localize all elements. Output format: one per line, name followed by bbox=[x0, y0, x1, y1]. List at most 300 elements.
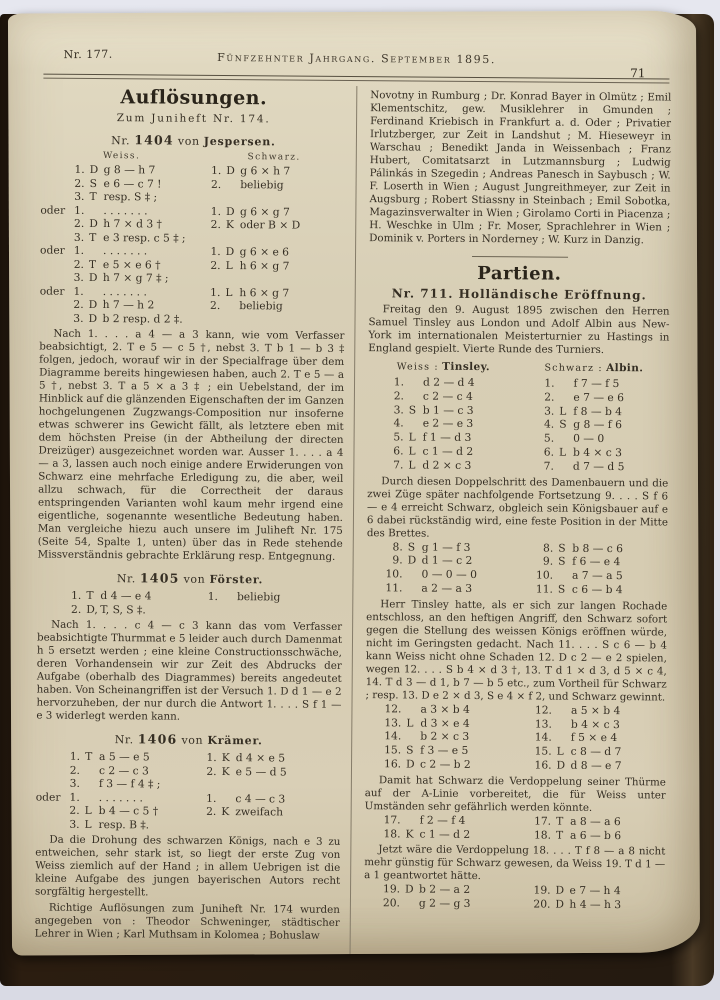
white-piece bbox=[405, 897, 418, 911]
black-half bbox=[198, 764, 341, 779]
right-column bbox=[350, 86, 672, 955]
black-half bbox=[532, 758, 666, 773]
page-number: 71 bbox=[630, 66, 646, 81]
game-moves-17-18 bbox=[364, 813, 665, 843]
game-moves-12-16 bbox=[365, 702, 667, 773]
oder-prefix bbox=[39, 311, 64, 325]
move-row bbox=[365, 757, 666, 773]
white-piece: K bbox=[405, 826, 414, 841]
move-row bbox=[364, 827, 665, 843]
black-piece bbox=[225, 272, 238, 286]
black-move-number: 1. bbox=[211, 163, 222, 177]
journal-title: Fünfzehnter Jahrgang. September 1895. bbox=[217, 50, 497, 67]
white-move: resp. S ‡ ; bbox=[103, 190, 158, 204]
white-piece: D bbox=[89, 162, 99, 177]
black-piece: K bbox=[221, 751, 230, 765]
black-piece: D bbox=[226, 164, 235, 178]
white-move-number: 14. bbox=[384, 729, 402, 743]
white-piece bbox=[89, 244, 102, 258]
white-move: e 3 resp. c 5 ‡ ; bbox=[103, 230, 186, 245]
white-piece bbox=[85, 777, 98, 791]
black-move-number: 1. bbox=[206, 791, 217, 805]
white-piece bbox=[407, 568, 420, 582]
black-move: b 4 × c 3 bbox=[572, 445, 623, 460]
black-move: 0 — 0 bbox=[573, 431, 605, 446]
white-move-number: 2. bbox=[73, 297, 84, 311]
white-piece: T bbox=[89, 189, 97, 204]
problem-nr-label: Nr. bbox=[116, 572, 136, 586]
black-move-number: 1. bbox=[544, 376, 555, 390]
white-move: d 1 — c 2 bbox=[421, 553, 473, 568]
white-move-number: 3. bbox=[73, 311, 84, 325]
solution-moves-1404 bbox=[39, 163, 345, 327]
white-half bbox=[364, 882, 532, 897]
black-piece: D bbox=[225, 245, 235, 259]
black-piece bbox=[557, 717, 570, 731]
black-piece bbox=[223, 604, 236, 618]
black-move: g 6 × h 7 bbox=[240, 164, 291, 178]
black-half bbox=[535, 418, 669, 433]
white-half bbox=[368, 417, 536, 432]
white-piece: S bbox=[89, 176, 97, 190]
black-piece: T bbox=[555, 828, 564, 842]
oder-prefix bbox=[36, 804, 61, 818]
white-move: c 2 — c 4 bbox=[422, 389, 473, 403]
black-piece bbox=[223, 590, 236, 604]
black-move-number: 5. bbox=[543, 431, 555, 445]
white-move-number: 1. bbox=[69, 749, 81, 763]
white-move: f 3 — f 4 ‡ ; bbox=[98, 777, 161, 791]
black-half bbox=[202, 218, 345, 233]
white-piece bbox=[406, 702, 419, 716]
move-row bbox=[367, 458, 668, 474]
white-half bbox=[37, 589, 199, 604]
black-move: a 7 — a 5 bbox=[571, 568, 623, 583]
white-move: f 2 — f 4 bbox=[419, 813, 466, 827]
black-move-number bbox=[201, 272, 220, 286]
white-piece: L bbox=[84, 803, 92, 817]
oder-prefix: oder bbox=[40, 203, 66, 217]
white-move-number: 3. bbox=[74, 189, 85, 203]
white-move: e 5 × e 6 † bbox=[102, 257, 161, 272]
white-half bbox=[365, 729, 533, 744]
white-move-number: 2. bbox=[69, 763, 81, 777]
black-move: c 8 — d 7 bbox=[570, 744, 622, 759]
black-move: c 6 — b 4 bbox=[571, 582, 623, 597]
problem-von-label: von bbox=[177, 134, 200, 148]
black-move-number: 18. bbox=[533, 828, 552, 842]
white-half bbox=[40, 203, 202, 218]
white-move-number: 11. bbox=[385, 581, 403, 595]
black-piece bbox=[557, 731, 570, 745]
black-move: f 8 — b 4 bbox=[573, 404, 623, 418]
black-piece: D bbox=[555, 897, 565, 911]
black-piece bbox=[225, 299, 238, 313]
white-move-number: 2. bbox=[73, 257, 85, 271]
white-move-number: 7. bbox=[393, 458, 404, 472]
white-half bbox=[368, 430, 536, 445]
black-move-number: 10. bbox=[535, 568, 554, 582]
black-half bbox=[535, 459, 669, 474]
white-piece: S bbox=[406, 743, 414, 757]
black-move-number bbox=[201, 312, 220, 326]
white-move: . . . . . . . bbox=[103, 244, 148, 258]
black-move: c 4 — c 3 bbox=[235, 791, 286, 806]
players-row bbox=[368, 360, 669, 374]
white-piece: D bbox=[88, 270, 98, 285]
black-move: e 7 — h 4 bbox=[569, 884, 621, 898]
black-piece: D bbox=[225, 204, 235, 218]
white-move-number: 10. bbox=[385, 567, 403, 581]
black-half bbox=[197, 805, 340, 820]
oder-prefix bbox=[41, 163, 66, 177]
black-half bbox=[197, 791, 340, 806]
white-move-number: 2. bbox=[393, 389, 404, 403]
black-move-number: 1. bbox=[206, 750, 217, 764]
partien-title: Partien. bbox=[477, 262, 562, 285]
white-half bbox=[40, 298, 202, 313]
problem-number: 1404 bbox=[134, 132, 174, 148]
white-move-number: 15. bbox=[384, 743, 402, 757]
oder-prefix bbox=[40, 298, 65, 312]
white-piece: L bbox=[408, 458, 416, 472]
white-move: h 7 × g 7 ‡ ; bbox=[102, 271, 169, 285]
white-move-number: 1. bbox=[74, 162, 85, 176]
white-half bbox=[40, 257, 202, 272]
white-half bbox=[36, 790, 198, 805]
white-half bbox=[40, 271, 202, 286]
black-half bbox=[197, 818, 340, 833]
white-move-number: 3. bbox=[73, 270, 84, 284]
oder-prefix bbox=[36, 817, 61, 831]
white-piece: D, bbox=[86, 602, 98, 616]
black-player bbox=[519, 361, 670, 374]
white-half bbox=[367, 458, 535, 473]
black-move bbox=[235, 778, 340, 792]
black-half bbox=[532, 884, 666, 899]
white-half bbox=[39, 311, 201, 326]
black-move bbox=[237, 604, 342, 618]
white-half bbox=[365, 743, 533, 758]
white-move-number: 12. bbox=[384, 702, 402, 716]
black-move-number: 2. bbox=[544, 390, 555, 404]
game-note-3: Damit hat Schwarz die Verdoppelung seiner Thürme auf der A-Linie vorbereitet, die für Weiss unter Umständen sehr gefährlich werden könnte. bbox=[364, 773, 666, 814]
black-half bbox=[535, 445, 669, 460]
black-move: g 6 × g 7 bbox=[239, 204, 290, 219]
white-half bbox=[41, 176, 203, 191]
white-move-number: 1. bbox=[73, 284, 84, 298]
black-move: f 5 × e 4 bbox=[570, 731, 618, 745]
white-move: e 2 — e 3 bbox=[422, 416, 474, 431]
black-move-number: 19. bbox=[533, 883, 551, 897]
black-piece: K bbox=[221, 805, 230, 819]
white-move-number: 2. bbox=[74, 176, 85, 190]
black-piece bbox=[226, 178, 239, 192]
black-move-number: 1. bbox=[207, 589, 219, 603]
white-piece: L bbox=[84, 817, 92, 831]
black-piece: L bbox=[225, 258, 233, 272]
oder-prefix bbox=[36, 777, 61, 791]
black-move: f 7 — f 5 bbox=[573, 376, 620, 391]
problem-von-label: von bbox=[183, 572, 206, 586]
white-move-number: 1. bbox=[69, 790, 80, 804]
black-piece: K bbox=[225, 218, 234, 232]
game-moves-1-7 bbox=[367, 375, 669, 474]
white-move: a 5 — e 5 bbox=[99, 750, 150, 764]
white-half bbox=[36, 817, 198, 832]
white-move: d 2 — d 4 bbox=[422, 375, 475, 389]
black-move-number: 14. bbox=[534, 730, 552, 744]
white-move-number: 1. bbox=[74, 203, 85, 217]
problem-nr-label: Nr. bbox=[111, 134, 131, 148]
white-move: d 4 — e 4 bbox=[100, 589, 152, 603]
black-piece: L bbox=[225, 285, 233, 299]
white-half bbox=[368, 389, 536, 404]
white-move: . . . . . . . bbox=[98, 790, 143, 804]
white-half bbox=[367, 444, 535, 459]
black-half bbox=[202, 164, 345, 179]
problem-author: Förster. bbox=[209, 572, 264, 587]
black-piece: L bbox=[559, 404, 567, 418]
white-piece: S bbox=[407, 540, 416, 554]
oder-prefix bbox=[40, 271, 65, 285]
white-piece bbox=[85, 790, 98, 804]
black-move: b 4 × c 3 bbox=[570, 717, 620, 731]
black-move-number bbox=[197, 818, 216, 832]
black-move-number: 8. bbox=[543, 541, 554, 555]
black-half bbox=[533, 731, 667, 746]
oder-prefix: oder bbox=[40, 243, 65, 257]
black-half bbox=[533, 717, 667, 732]
white-piece: D bbox=[89, 216, 98, 231]
white-piece: T bbox=[89, 230, 97, 244]
black-move: oder B × D bbox=[239, 218, 301, 232]
white-piece: D bbox=[407, 553, 417, 567]
white-piece bbox=[409, 417, 422, 431]
white-move: g 8 — h 7 bbox=[103, 163, 156, 177]
white-half bbox=[36, 804, 198, 819]
black-half bbox=[202, 204, 345, 219]
white-move: b 4 — c 5 † bbox=[98, 804, 159, 818]
solution-moves-1405 bbox=[37, 589, 342, 618]
black-move: g 8 — f 6 bbox=[573, 418, 622, 432]
black-half bbox=[535, 390, 669, 405]
white-half bbox=[40, 230, 202, 245]
black-move-number: 2. bbox=[206, 804, 217, 818]
black-half bbox=[534, 569, 668, 584]
black-piece bbox=[558, 569, 571, 583]
white-move: b 1 — c 3 bbox=[422, 403, 474, 417]
black-piece: L bbox=[558, 445, 567, 459]
game-note-1: Durch diesen Doppelschritt des Damenbauern und die zwei Züge später nachfolgende Fortsetzung 9. . . . S f 6 — e 4 erreicht Schwarz, obgleich sein Königsbauer auf e 6 dabei rückständig wird, eine feste Position in der Mitte des Brettes. bbox=[366, 474, 669, 540]
white-half bbox=[40, 190, 202, 205]
white-piece: L bbox=[408, 444, 416, 458]
black-half bbox=[202, 191, 345, 206]
white-move-number: 13. bbox=[384, 715, 402, 729]
black-move-number: 2. bbox=[210, 258, 221, 272]
page-header bbox=[41, 40, 671, 79]
white-half bbox=[366, 581, 534, 596]
black-piece: D bbox=[556, 758, 566, 772]
black-half bbox=[532, 828, 666, 843]
solution-note-1405: Nach 1. . . . c 4 — c 3 kann das vom Verfasser beabsichtigte Thurmmat e 5 leider auch durch Damenmat h 5 ersetzt werden ; eine kleine Constructionsschwäche, deren Vorhandensein wir zur Zeit des Abdrucks der Aufgabe (oberhalb des Diagrammes) bereits angedeutet haben. Von Scheinangriffen ist der Versuch 1. D d 1 — e 2 hervorzuheben, der nur durch die Antwort 1. . . . S f 1 — e 3 widerlegt werden kann. bbox=[36, 618, 343, 723]
game-moves-19-20 bbox=[364, 882, 665, 912]
white-move-number: 5. bbox=[393, 430, 404, 444]
problem-header-1404 bbox=[41, 132, 346, 149]
white-move: . . . . . . . bbox=[102, 284, 147, 298]
black-move-number: 2. bbox=[206, 764, 217, 778]
white-piece: D bbox=[88, 297, 98, 312]
white-player bbox=[368, 360, 519, 373]
white-move: e 6 — c 7 ! bbox=[103, 176, 162, 191]
black-piece bbox=[221, 778, 234, 792]
black-move-number: 13. bbox=[534, 717, 552, 731]
black-half bbox=[534, 555, 668, 570]
white-move: c 2 — b 2 bbox=[419, 757, 471, 771]
oder-prefix bbox=[40, 217, 65, 231]
problem-nr-label: Nr. bbox=[114, 733, 134, 747]
problem-von-label: von bbox=[181, 733, 204, 747]
white-piece bbox=[89, 203, 102, 217]
game-title: Nr. 711. Holländische Eröffnung. bbox=[391, 286, 647, 303]
white-piece bbox=[409, 375, 422, 389]
black-half bbox=[535, 432, 669, 447]
white-piece bbox=[85, 763, 98, 777]
left-column bbox=[35, 84, 357, 954]
black-piece bbox=[559, 432, 572, 446]
black-half bbox=[531, 898, 665, 913]
white-move: d 3 × e 4 bbox=[420, 716, 470, 730]
white-move-number: 6. bbox=[393, 444, 404, 458]
black-piece bbox=[226, 191, 239, 205]
white-move: resp. B ‡. bbox=[98, 817, 150, 831]
black-move-number: 2. bbox=[210, 177, 222, 191]
white-move: h 7 — h 2 bbox=[102, 298, 155, 312]
black-half bbox=[201, 272, 344, 287]
white-player-label: Weiss : bbox=[396, 361, 439, 373]
oder-prefix bbox=[37, 602, 62, 616]
black-half bbox=[534, 582, 668, 597]
white-half bbox=[367, 540, 535, 555]
black-move: b 8 — c 6 bbox=[572, 541, 624, 555]
white-move-number: 2. bbox=[74, 216, 85, 230]
white-piece: S bbox=[408, 403, 417, 417]
white-move: f 1 — d 3 bbox=[422, 430, 472, 445]
white-piece bbox=[406, 813, 419, 827]
black-move-number bbox=[202, 231, 221, 245]
problem-header-1406 bbox=[36, 731, 341, 748]
white-half bbox=[40, 284, 202, 299]
black-piece: D bbox=[555, 883, 565, 898]
black-player-name: Albin. bbox=[606, 362, 644, 375]
solution-moves-1406 bbox=[36, 750, 342, 833]
white-half bbox=[41, 163, 203, 178]
white-piece: D bbox=[405, 882, 414, 896]
section-rule bbox=[472, 256, 568, 258]
black-move-number: 7. bbox=[543, 459, 554, 473]
white-move-number: 3. bbox=[73, 230, 85, 244]
black-half bbox=[533, 745, 667, 760]
black-piece: K bbox=[221, 764, 230, 778]
problem-number: 1406 bbox=[137, 731, 178, 747]
black-half bbox=[202, 177, 345, 192]
oder-prefix: oder bbox=[35, 790, 61, 804]
white-move: d 2 × c 3 bbox=[422, 458, 472, 472]
white-move-number: 3. bbox=[69, 817, 80, 831]
black-piece bbox=[226, 232, 239, 246]
white-move-number: 1. bbox=[71, 588, 82, 602]
white-move: a 2 — a 3 bbox=[421, 581, 473, 595]
white-move-number: 16. bbox=[383, 757, 402, 771]
solutions-title: Auflösungen. bbox=[120, 86, 268, 110]
black-half bbox=[535, 376, 669, 391]
black-move bbox=[240, 191, 345, 205]
black-move-number: 15. bbox=[534, 744, 552, 758]
white-move: . . . . . . . bbox=[103, 203, 148, 217]
white-half bbox=[364, 827, 532, 842]
problem-number: 1405 bbox=[139, 570, 180, 586]
white-move: c 2 — c 3 bbox=[98, 763, 149, 777]
black-move bbox=[235, 819, 340, 833]
black-half bbox=[202, 245, 345, 260]
columns bbox=[35, 84, 672, 956]
move-row bbox=[364, 896, 665, 912]
black-piece bbox=[559, 377, 572, 391]
white-half bbox=[366, 567, 534, 582]
black-piece: S bbox=[559, 418, 567, 432]
white-piece: T bbox=[86, 588, 94, 602]
black-move-number: 12. bbox=[534, 703, 553, 717]
black-move-number: 6. bbox=[543, 445, 555, 459]
black-move-number bbox=[202, 191, 221, 205]
black-move: e 5 — d 5 bbox=[235, 764, 287, 779]
white-piece: D bbox=[405, 757, 415, 771]
white-half bbox=[37, 602, 199, 617]
game-note-4: Jetzt wäre die Verdoppelung 18. . . . T f 8 — a 8 nicht mehr günstig für Schwarz gewesen, da Weiss 19. T d 1 — a 1 geantwortet hätte. bbox=[364, 843, 666, 883]
black-move-number: 1. bbox=[210, 244, 221, 258]
move-row bbox=[36, 817, 341, 833]
black-half bbox=[532, 814, 666, 829]
white-move: f 3 — e 5 bbox=[420, 743, 469, 758]
black-piece: S bbox=[558, 541, 566, 555]
white-move: c 1 — d 2 bbox=[422, 444, 474, 458]
oder-prefix: oder bbox=[39, 284, 65, 298]
solvers-list-start: Richtige Auflösungen zum Juniheft Nr. 174 wurden angegeben von : Theodor Schweninger, städtischer Lehrer in Wien ; Karl Muthsam in Kolomea ; Bohuslaw bbox=[34, 901, 340, 942]
white-move-number: 4. bbox=[393, 416, 404, 430]
white-move-number: 9. bbox=[392, 553, 403, 567]
black-move: h 6 × g 7 bbox=[239, 285, 290, 300]
black-piece: S bbox=[558, 555, 566, 569]
black-move-number bbox=[199, 603, 218, 617]
black-move-number: 2. bbox=[210, 217, 221, 231]
black-move-number bbox=[197, 778, 216, 792]
white-move-number: 1. bbox=[73, 243, 85, 257]
white-piece: L bbox=[406, 716, 414, 730]
black-half bbox=[197, 778, 340, 793]
black-move bbox=[239, 272, 344, 286]
black-piece bbox=[559, 390, 572, 404]
white-half bbox=[364, 896, 532, 911]
white-move: T, S, S ‡. bbox=[100, 602, 146, 616]
black-move-number: 3. bbox=[544, 404, 555, 418]
white-move-number: 1. bbox=[393, 375, 405, 389]
black-move: h 6 × g 7 bbox=[239, 258, 290, 273]
white-move-number: 17. bbox=[383, 813, 401, 827]
problem-author: Krämer. bbox=[207, 733, 263, 748]
white-move: a 3 × b 4 bbox=[420, 702, 470, 716]
black-move: d 8 — e 7 bbox=[570, 758, 622, 773]
white-move-number: 19. bbox=[383, 882, 401, 896]
